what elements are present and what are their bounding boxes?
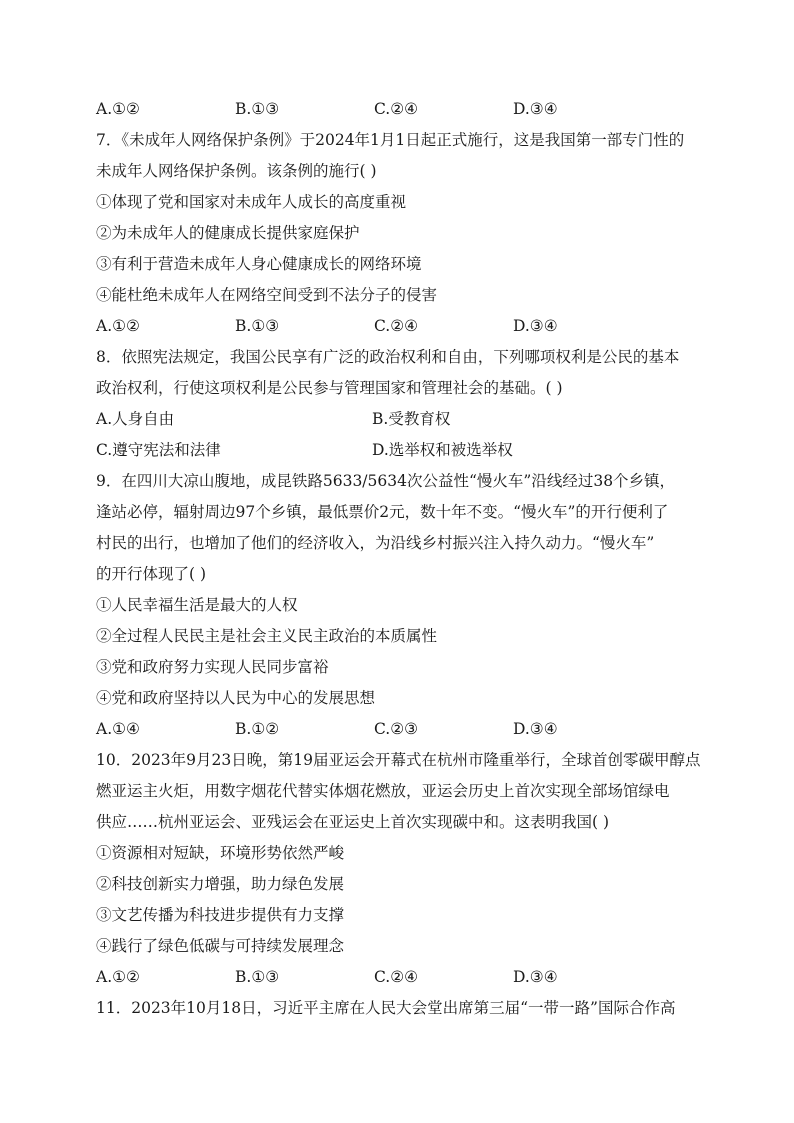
option-b: B.①③ xyxy=(235,968,280,986)
stem-line: 村民的出行，也增加了他们的经济收入，为沿线乡村振兴注入持久动力。“慢火车” xyxy=(96,534,655,552)
option-c: C.遵守宪法和法律 xyxy=(96,441,221,459)
option-d: D.③④ xyxy=(513,317,558,335)
option-d: D.③④ xyxy=(513,720,558,738)
stem-line: 政治权利，行使这项权利是公民参与管理国家和管理社会的基础。( ) xyxy=(96,379,563,397)
option-a: A.①④ xyxy=(96,720,140,738)
option-b: B.受教育权 xyxy=(372,410,451,428)
document-page xyxy=(96,94,700,1024)
option-a: A.人身自由 xyxy=(96,410,175,428)
answer-options xyxy=(96,435,700,466)
answer-options xyxy=(96,94,700,125)
stem-line: 未成年人网络保护条例。该条例的施行( ) xyxy=(96,162,377,180)
question-stem xyxy=(96,993,700,1024)
question-stem xyxy=(96,745,700,838)
option-b: B.①③ xyxy=(235,100,280,118)
statement-item: ③有利于营造未成年人身心健康成长的网络环境 xyxy=(96,255,422,273)
option-b: B.①② xyxy=(235,720,280,738)
statement-item: ④党和政府坚持以人民为中心的发展思想 xyxy=(96,689,376,707)
stem-line: 10．2023年9月23日晚，第19届亚运会开幕式在杭州市隆重举行，全球首创零碳甲醇点 xyxy=(96,751,701,769)
statement-item: ③党和政府努力实现人民同步富裕 xyxy=(96,658,329,676)
option-d: D.③④ xyxy=(513,100,558,118)
answer-options xyxy=(96,311,700,342)
option-a: A.①② xyxy=(96,100,140,118)
option-a: A.①② xyxy=(96,317,140,335)
option-d: D.③④ xyxy=(513,968,558,986)
statement-item: ②全过程人民民主是社会主义民主政治的本质属性 xyxy=(96,627,438,645)
statement-item: ④能杜绝未成年人在网络空间受到不法分子的侵害 xyxy=(96,286,438,304)
question-stem xyxy=(96,342,700,404)
answer-options xyxy=(96,714,700,745)
stem-line: 供应……杭州亚运会、亚残运会在亚运史上首次实现碳中和。这表明我国( ) xyxy=(96,813,610,831)
option-c: C.②④ xyxy=(374,968,419,986)
option-c: C.②③ xyxy=(374,720,419,738)
option-d: D.选举权和被选举权 xyxy=(372,441,513,459)
question-7 xyxy=(96,125,700,342)
stem-line: 8．依照宪法规定，我国公民享有广泛的政治权利和自由，下列哪项权利是公民的基本 xyxy=(96,348,680,366)
question-9 xyxy=(96,466,700,745)
statement-item: ③文艺传播为科技进步提供有力支撑 xyxy=(96,906,345,924)
question-11 xyxy=(96,993,700,1024)
question-stem xyxy=(96,125,700,187)
option-c: C.②④ xyxy=(374,100,419,118)
answer-options xyxy=(96,962,700,993)
stem-line: 9．在四川大凉山腹地，成昆铁路5633/5634次公益性“慢火车”沿线经过38个乡镇， xyxy=(96,472,676,490)
option-a: A.①② xyxy=(96,968,140,986)
stem-line: 燃亚运主火炬，用数字烟花代替实体烟花燃放，亚运会历史上首次实现全部场馆绿电 xyxy=(96,782,670,800)
statement-item: ①人民幸福生活是最大的人权 xyxy=(96,596,298,614)
statement-item: ②为未成年人的健康成长提供家庭保护 xyxy=(96,224,360,242)
answer-options xyxy=(96,404,700,435)
statement-item: ④践行了绿色低碳与可持续发展理念 xyxy=(96,937,345,955)
stem-line: 的开行体现了( ) xyxy=(96,565,207,583)
option-b: B.①③ xyxy=(235,317,280,335)
option-c: C.②④ xyxy=(374,317,419,335)
statement-item: ①资源相对短缺，环境形势依然严峻 xyxy=(96,844,345,862)
question-8 xyxy=(96,342,700,466)
statement-item: ②科技创新实力增强，助力绿色发展 xyxy=(96,875,345,893)
question-stem xyxy=(96,466,700,590)
question-6 xyxy=(96,94,700,125)
statement-item: ①体现了党和国家对未成年人成长的高度重视 xyxy=(96,193,407,211)
stem-line: 7．《未成年人网络保护条例》于2024年1月1日起正式施行，这是我国第一部专门性的 xyxy=(96,131,685,149)
stem-line: 11．2023年10月18日，习近平主席在人民大会堂出席第三届“一带一路”国际合作高 xyxy=(96,999,676,1017)
question-10 xyxy=(96,745,700,993)
stem-line: 逢站必停，辐射周边97个乡镇，最低票价2元，数十年不变。“慢火车”的开行便利了 xyxy=(96,503,669,521)
